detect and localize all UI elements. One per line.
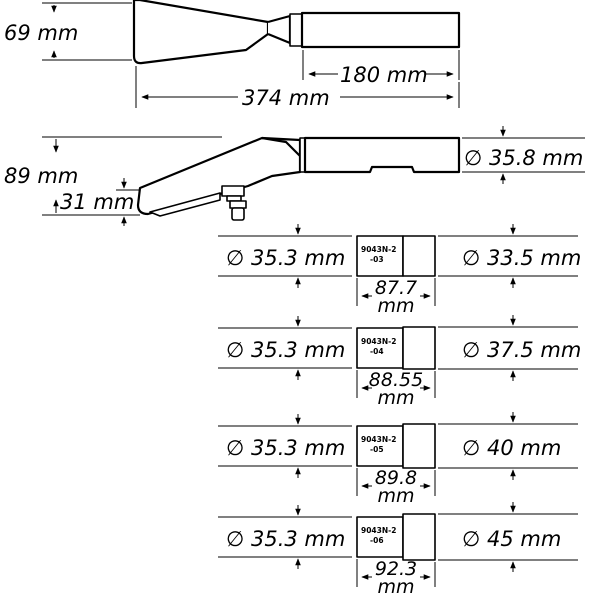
adapter-inner-diameter: ∅ 35.3 mm <box>226 436 346 460</box>
adapter-code-line1: 9043N-2 <box>361 435 397 444</box>
adapter-body-right <box>403 327 435 369</box>
adapter-code-line1: 9043N-2 <box>361 337 397 346</box>
top-height-label: 69 mm <box>4 21 79 45</box>
handle-diameter-label: ∅ 35.8 mm <box>464 146 584 170</box>
adapter-inner-diameter: ∅ 35.3 mm <box>226 338 346 362</box>
adapter-body-right <box>403 514 435 560</box>
adapter-code-line2: -03 <box>370 255 384 264</box>
side-view-ratchet-body <box>222 186 244 196</box>
adapter-body-right <box>403 236 435 276</box>
adapter-code-line1: 9043N-2 <box>361 245 397 254</box>
adapter-inner-diameter: ∅ 35.3 mm <box>226 246 346 270</box>
adapter-length-unit: mm <box>377 576 415 598</box>
adapter-code-line1: 9043N-2 <box>361 526 397 535</box>
adapter-length-value: 87.7 <box>374 277 418 299</box>
adapter-outer-diameter: ∅ 33.5 mm <box>462 246 582 270</box>
adapter-inner-diameter: ∅ 35.3 mm <box>226 527 346 551</box>
adapter-outer-diameter: ∅ 37.5 mm <box>462 338 582 362</box>
adapter-code-line2: -05 <box>370 445 384 454</box>
side-view <box>4 126 585 226</box>
top-view-head <box>134 0 268 63</box>
adapter-length-unit: mm <box>377 295 415 317</box>
top-view-handle <box>302 13 459 47</box>
total-length-label: 374 mm <box>242 86 330 110</box>
adapter-list <box>218 224 581 598</box>
adapter-outer-diameter: ∅ 40 mm <box>462 436 562 460</box>
top-view <box>4 0 459 110</box>
adapter-length-unit: mm <box>377 485 415 507</box>
adapter-code-line2: -06 <box>370 536 384 545</box>
adapter-body-right <box>403 424 435 468</box>
adapter-outer-diameter: ∅ 45 mm <box>462 527 562 551</box>
side-view-square-drive <box>230 201 246 208</box>
top-view-collar <box>290 14 302 46</box>
side-view-drive-knob <box>232 208 244 220</box>
side-height-label: 89 mm <box>4 164 79 188</box>
top-view-neck <box>268 16 290 43</box>
adapter-length-value: 88.55 <box>368 369 424 391</box>
adapter-length-unit: mm <box>377 387 415 409</box>
adapter-length-value: 92.3 <box>374 558 418 580</box>
adapter-length-value: 89.8 <box>374 467 418 489</box>
handle-length-label: 180 mm <box>340 63 428 87</box>
side-view-handle <box>305 138 459 172</box>
head-height-label: 31 mm <box>60 190 135 214</box>
adapter-code-line2: -04 <box>370 347 384 356</box>
